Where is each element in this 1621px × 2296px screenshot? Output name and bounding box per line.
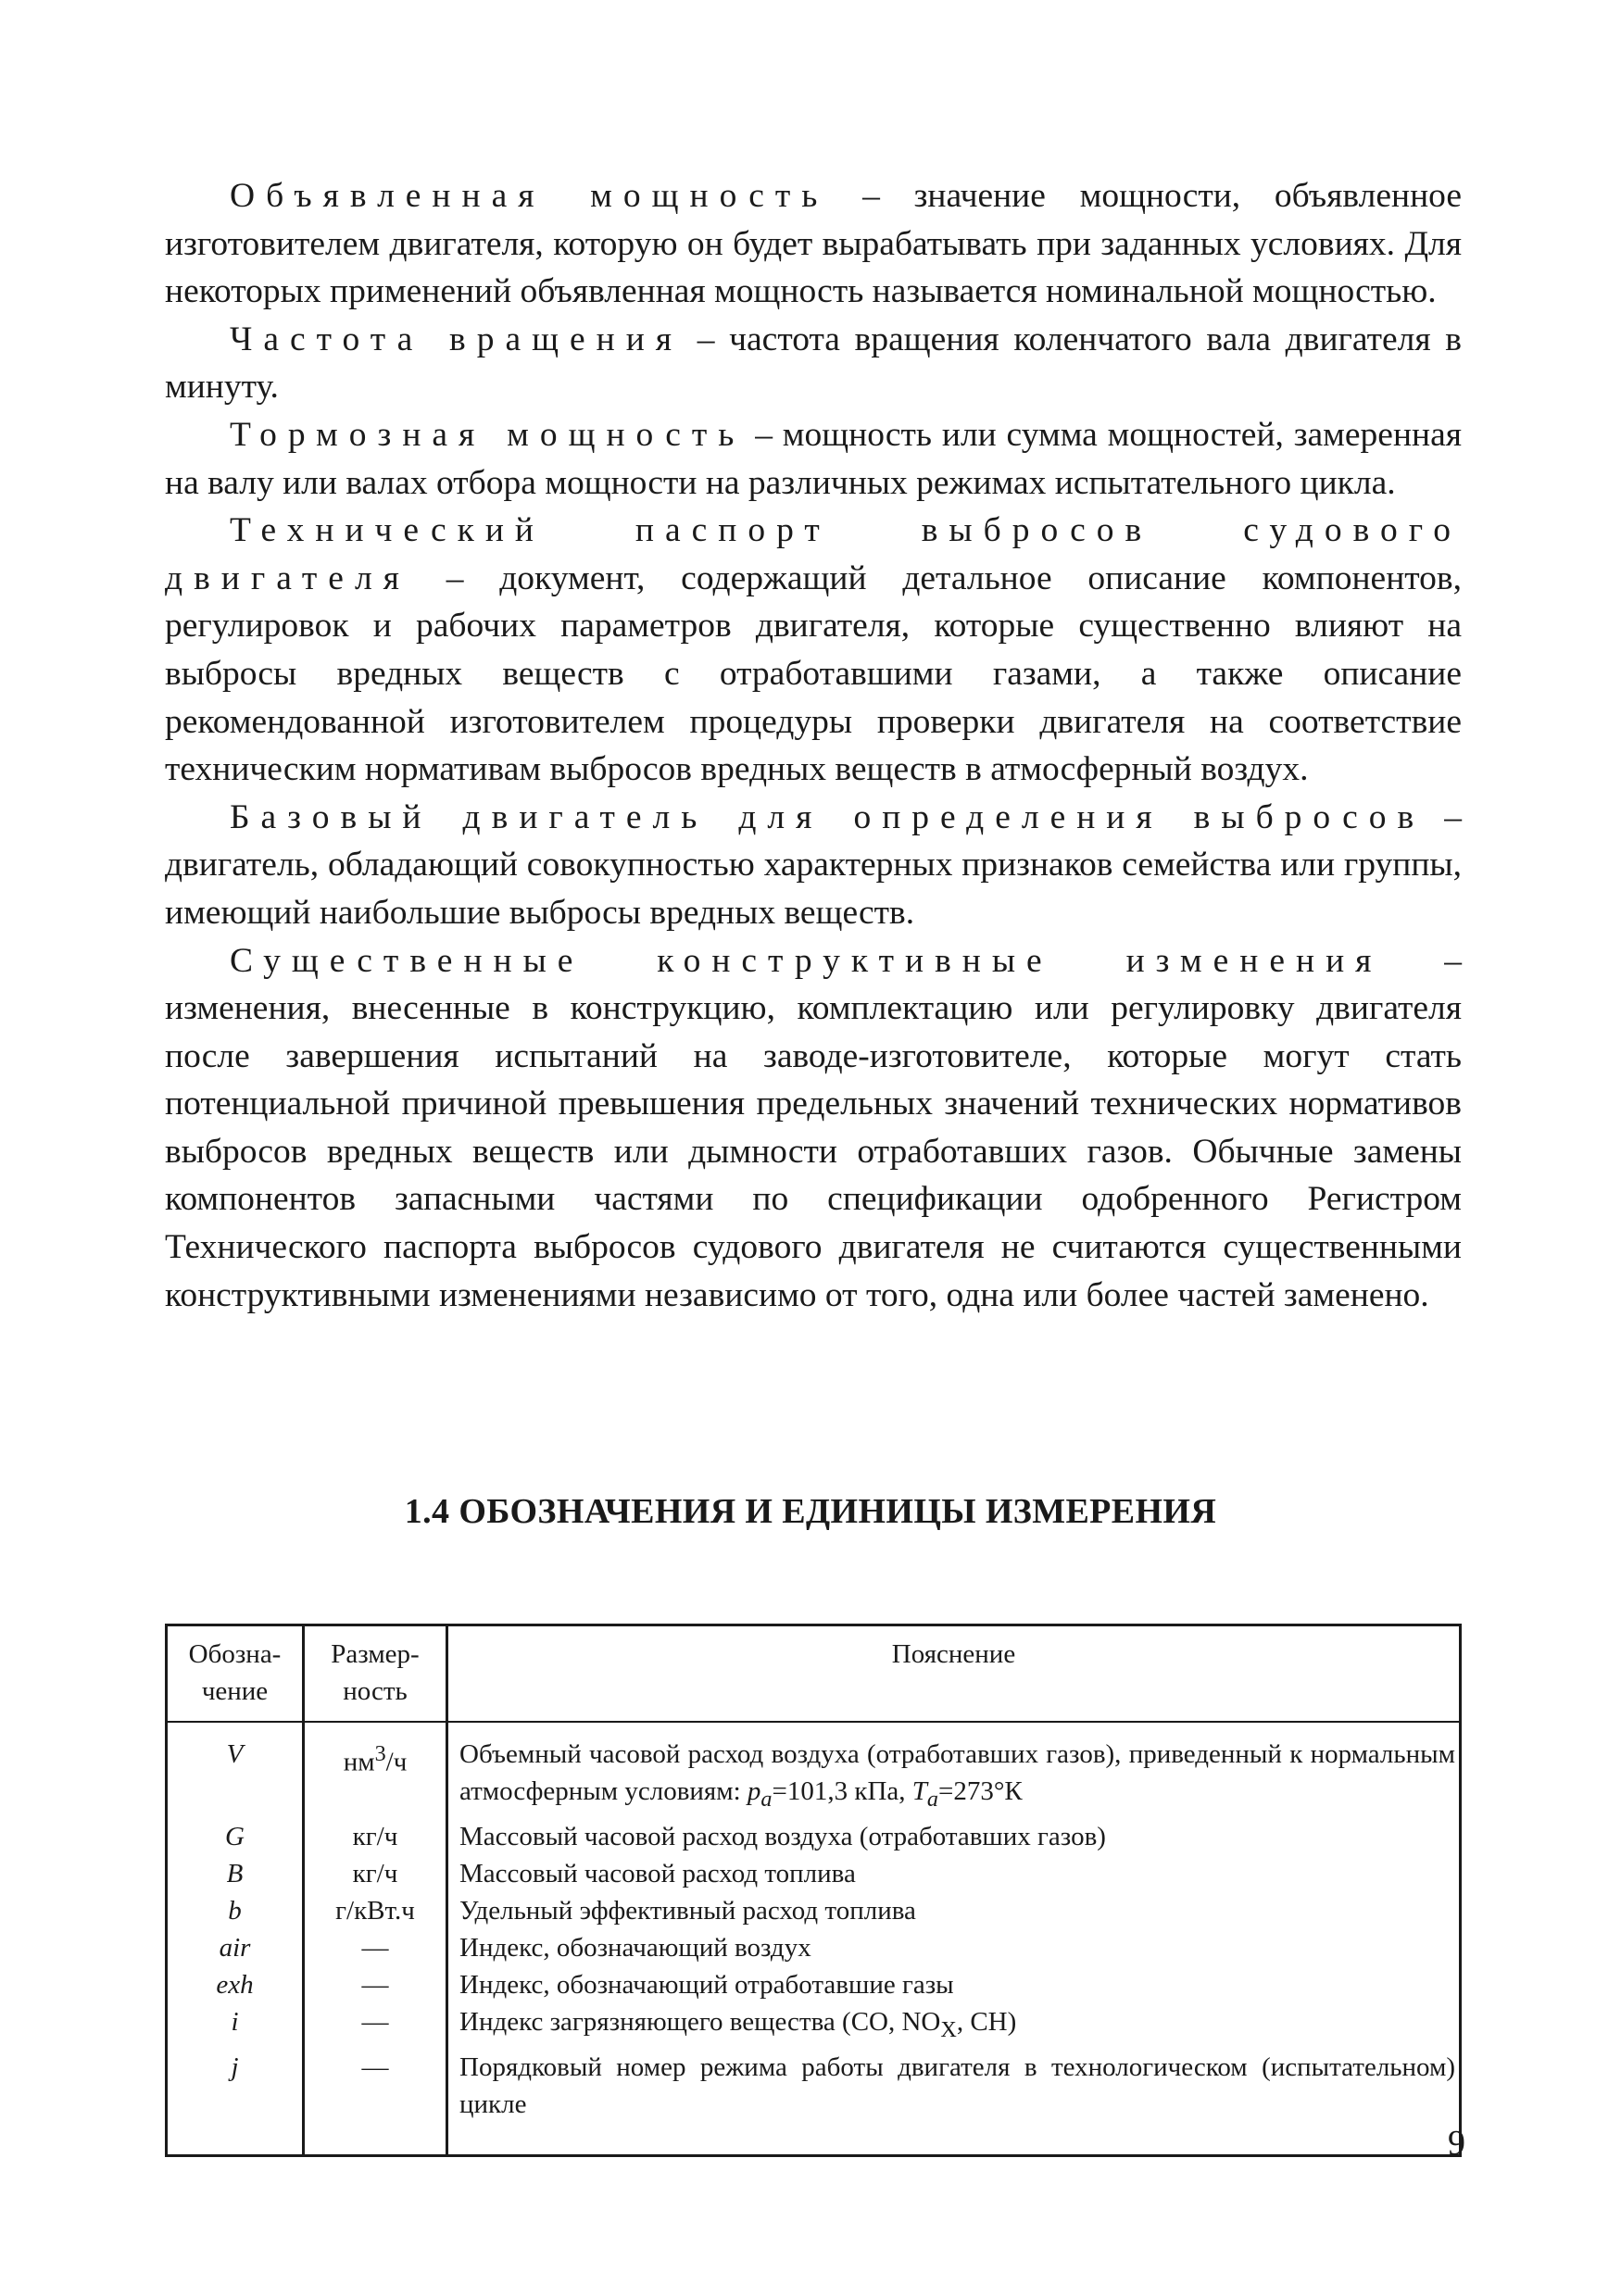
cell-dimension — [304, 1722, 447, 1818]
definition: – двигатель, обладающий совокупностью характерных признаков семейства или группы, имеющий наибольшие выбросы вредных веществ. — [165, 797, 1463, 932]
definitions-text — [165, 172, 1462, 1319]
dim-superscript: 3 — [374, 1741, 386, 1766]
cell-symbol: G — [225, 1821, 245, 1851]
cell-explanation: Порядковый номер режима работы двигателя в технологическом (испытательном) цикле — [447, 2049, 1461, 2156]
exp-part: Объемный часовой расход воздуха (отработавших газов), приведенный к нормальным атмосферным условиям: — [459, 1739, 1455, 1806]
header-symbol — [167, 1625, 304, 1723]
term: Технический паспорт выбросов судового двигателя — [165, 511, 1462, 597]
cell-dimension: — — [304, 2003, 447, 2049]
definition: – мощность или сумма мощностей, замеренная на валу или валах отбора мощности на различных режимах испытательного цикла. — [165, 415, 1462, 502]
header-explanation: Пояснение — [447, 1625, 1461, 1723]
table-row — [167, 1855, 1461, 1892]
cell-dimension: — — [304, 1966, 447, 2003]
term: Объявленная мощность — [230, 177, 829, 215]
exp-subscript: X — [940, 2016, 957, 2042]
cell-symbol: b — [228, 1895, 242, 1926]
term: Базовый двигатель для определения выбросов — [230, 797, 1426, 836]
exp-sub-a: a — [760, 1786, 773, 1812]
header-symbol-line: Обозна- — [188, 1639, 282, 1669]
exp-part: =273°К — [937, 1776, 1023, 1806]
dim-rest: /ч — [385, 1747, 408, 1777]
cell-explanation: Индекс, обозначающий отработавшие газы — [447, 1966, 1461, 2003]
term: Существенные конструктивные изменения — [230, 941, 1383, 980]
section-title: 1.4 ОБОЗНАЧЕНИЯ И ЕДИНИЦЫ ИЗМЕРЕНИЯ — [404, 1492, 1217, 1531]
table-header-row — [167, 1625, 1461, 1723]
cell-symbol: j — [231, 2051, 239, 2082]
definition: – документ, содержащий детальное описание компонентов, регулировок и рабочих параметров двигателя, которые существенно влияют на выбросы вредных веществ с отработавшими газами, а также описание рекомендованной изготовителем процедуры проверки двигателя на соответствие техническим нормативам выбросов вредных веществ в атмосферный воздух. — [165, 558, 1462, 789]
paragraph-technical-file — [165, 507, 1462, 794]
cell-symbol: i — [231, 2006, 239, 2037]
paragraph-rotation-frequency — [165, 316, 1462, 411]
exp-sub-a: a — [926, 1786, 938, 1812]
cell-symbol: V — [226, 1739, 244, 1769]
definition: – значение мощности, объявленное изготовителем двигателя, которую он будет вырабатывать при заданных условиях. Для некоторых применений объявленная мощность называется номинальной мощностью. — [165, 177, 1462, 311]
cell-explanation: Массовый часовой расход воздуха (отработавших газов) — [447, 1818, 1461, 1855]
definition: – изменения, внесенные в конструкцию, комплектацию или регулировку двигателя после завершения испытаний на заводе-изготовителе, которые могут стать потенциальной причиной превышения предельных значений технических нормативов выбросов вредных веществ или дымности отработавших газов. Обычные замены компонентов запасными частями по спецификации одобренного Регистром Технического паспорта выбросов судового двигателя не считаются существенными конструктивными изменениями независимо от того, одна или более частей заменено. — [165, 941, 1462, 1314]
dim-base: нм — [343, 1747, 375, 1777]
table-row — [167, 1722, 1461, 1818]
header-dimension — [304, 1625, 447, 1723]
table-row — [167, 1966, 1461, 2003]
exp-var-t: T — [911, 1776, 927, 1806]
cell-dimension: — — [304, 2049, 447, 2156]
cell-dimension: кг/ч — [304, 1818, 447, 1855]
paragraph-parent-engine — [165, 794, 1462, 937]
term: Тормозная мощность — [230, 415, 746, 454]
term: Частота вращения — [230, 320, 684, 358]
table-row — [167, 2003, 1461, 2049]
table-row — [167, 1818, 1461, 1855]
header-dimension-line: Размер- — [331, 1639, 420, 1669]
cell-explanation: Массовый часовой расход топлива — [447, 1855, 1461, 1892]
exp-part: Индекс загрязняющего вещества (CO, NO — [459, 2006, 941, 2037]
cell-symbol: B — [226, 1858, 244, 1888]
table-row — [167, 2049, 1461, 2156]
cell-symbol: exh — [216, 1969, 254, 2000]
paragraph-substantial-modifications — [165, 937, 1462, 1320]
exp-var-p: p — [747, 1776, 761, 1806]
cell-dimension: — — [304, 1929, 447, 1966]
cell-dimension: кг/ч — [304, 1855, 447, 1892]
paragraph-declared-power — [165, 172, 1462, 316]
cell-dimension: г/кВт.ч — [304, 1892, 447, 1929]
exp-part: =101,3 кПа, — [772, 1776, 912, 1806]
definition: – частота вращения коленчатого вала двигателя в минуту. — [165, 320, 1462, 407]
cell-symbol: air — [219, 1932, 251, 1963]
paragraph-brake-power — [165, 411, 1462, 507]
symbols-table — [165, 1624, 1462, 2157]
cell-explanation — [447, 2003, 1461, 2049]
exp-part: , CH) — [956, 2006, 1017, 2037]
header-dimension-line: ность — [343, 1676, 408, 1706]
cell-explanation — [447, 1722, 1461, 1818]
cell-explanation: Удельный эффективный расход топлива — [447, 1892, 1461, 1929]
page-number: 9 — [1448, 2124, 1465, 2163]
table-row — [167, 1892, 1461, 1929]
cell-explanation: Индекс, обозначающий воздух — [447, 1929, 1461, 1966]
header-symbol-line: чение — [201, 1676, 269, 1706]
table-row — [167, 1929, 1461, 1966]
